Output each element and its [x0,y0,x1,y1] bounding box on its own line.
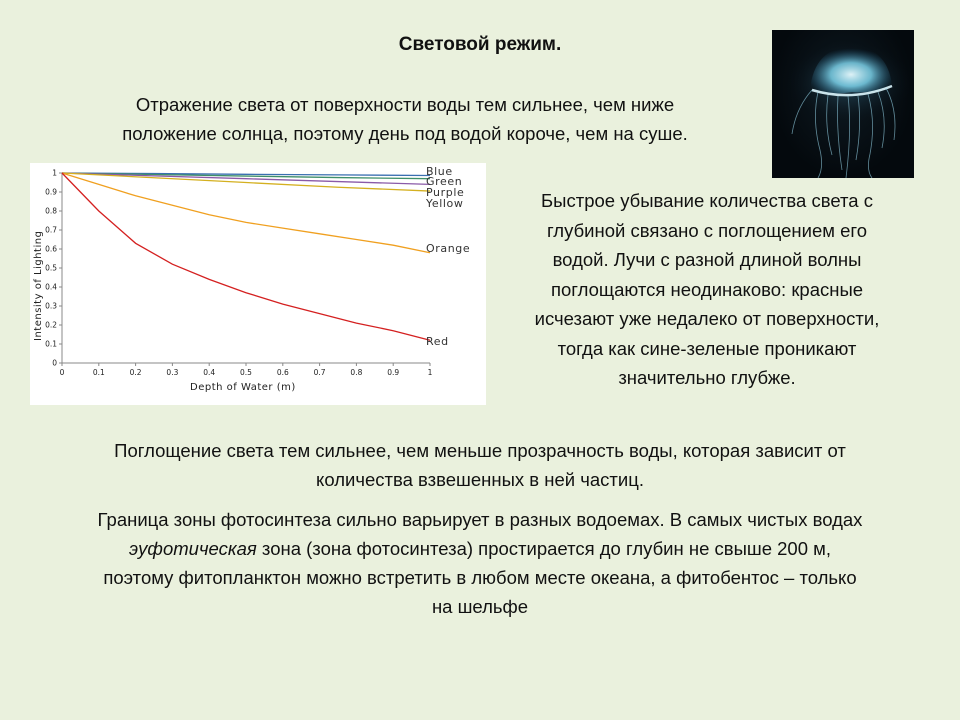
x-tick-label: 0.6 [276,368,289,377]
chart-svg [30,163,486,405]
chart-legend [425,165,470,348]
y-tick-label: 0.5 [45,263,57,273]
side-text [486,186,928,393]
y-tick-label: 1 [52,168,57,178]
y-tick-label: 0.4 [45,282,57,292]
x-axis-label: Depth of Water (m) [190,382,296,393]
legend-label-blue: Blue [426,165,453,178]
y-tick-label: 0.1 [45,339,57,349]
euphotic-term: эуфотическая [128,538,257,559]
series-line-red [62,173,430,340]
side-line: водой. Лучи с разной длиной волны [552,249,862,270]
side-line: Быстрое убывание количества света с [541,190,873,211]
intro-text [40,90,770,148]
side-line: исчезают уже недалеко от поверхности, [534,308,880,329]
photosynthesis-paragraph [30,505,930,621]
legend-label-purple: Purple [426,186,465,199]
paragraph-line: на шельфе [431,596,529,617]
side-line: поглощаются неодинаково: красные [550,278,864,300]
x-tick-label: 1 [427,368,433,377]
paragraph-line: количества взвешенных в ней частиц. [316,469,644,490]
light-intensity-chart [30,163,486,405]
slide-title: Световой режим. [398,34,562,55]
y-tick-label: 0.3 [45,301,57,311]
series-line-orange [62,173,430,253]
x-tick-label: 0.1 [92,368,105,377]
y-tick-label: 0.2 [45,320,57,330]
paragraph-line: Поглощение света тем сильнее, чем меньше прозрачность воды, которая зависит от [114,440,846,461]
intro-line: Отражение света от поверхности воды тем сильнее, чем ниже [135,94,675,115]
legend-label-green: Green [426,175,463,188]
y-axis-label: Intensity of Lighting [33,230,44,341]
side-line: глубиной связано с поглощением его [546,219,868,241]
x-tick-label: 0 [59,368,65,377]
x-tick-label: 0.7 [313,368,326,377]
y-tick-label: 0 [52,358,57,368]
chart-axes [62,173,430,363]
jellyfish-icon [772,30,914,178]
x-tick-label: 0.5 [240,368,252,377]
legend-label-red: Red [426,335,449,348]
x-tick-label: 0.8 [350,368,363,377]
intro-line: положение солнца, поэтому день под водой короче, чем на суше. [122,123,688,144]
paragraph-line-rest: зона (зона фотосинтеза) простирается до глубин не свыше 200 м, [256,538,832,559]
paragraph-line: Граница зоны фотосинтеза сильно варьирует в разных водоемах. В самых чистых водах [97,509,863,530]
x-tick-label: 0.9 [387,368,400,377]
y-tick-label: 0.8 [45,206,57,216]
legend-label-orange: Orange [426,242,471,255]
y-tick-label: 0.6 [45,244,57,254]
jellyfish-photo [772,30,914,178]
x-tick-label: 0.3 [166,368,179,377]
chart-lines [62,173,430,340]
absorption-paragraph [30,436,930,494]
paragraph-line [30,534,930,563]
x-tick-label: 0.2 [129,368,142,377]
y-tick-label: 0.7 [45,225,57,235]
side-line: тогда как сине-зеленые проникают [557,337,857,359]
chart-ticks [45,169,433,378]
legend-label-yellow: Yellow [426,197,464,210]
paragraph-line: поэтому фитопланктон можно встретить в любом месте океана, а фитобентос – только [103,567,857,588]
y-tick-label: 0.9 [45,187,57,197]
x-tick-label: 0.4 [203,368,216,377]
side-line: значительно глубже. [618,367,796,388]
